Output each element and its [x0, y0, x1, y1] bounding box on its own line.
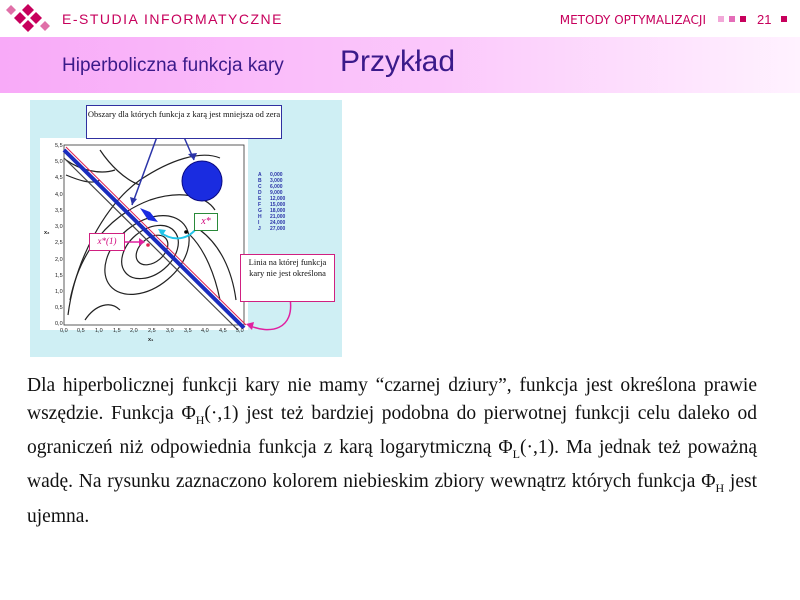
y-tick: 0,5 [55, 305, 63, 311]
callout-undefined-line: Linia na której funkcja kary nie jest określona [240, 254, 335, 302]
page-number: 21 [757, 12, 772, 27]
legend-row: E 12,000 [258, 196, 286, 202]
legend-row: H 21,000 [258, 214, 286, 220]
legend-row: C 6,000 [258, 184, 283, 190]
x-tick: 0,0 [60, 328, 68, 334]
y-tick: 4,5 [55, 175, 63, 181]
contour-legend [258, 172, 285, 232]
x-tick: 1,0 [95, 328, 103, 334]
legend-row: B 3,000 [258, 178, 283, 184]
y-tick: 2,0 [55, 257, 63, 263]
x-tick: 2,5 [148, 328, 156, 334]
y-tick: 4,0 [55, 192, 63, 198]
x-tick: 5,0 [236, 328, 244, 334]
y-tick: 1,5 [55, 273, 63, 279]
slide-title: Przykład [340, 45, 456, 78]
x-tick: 3,0 [166, 328, 174, 334]
brand-name: E-STUDIA INFORMATYCZNE [62, 11, 283, 27]
label-x-star-1: x*(1) [89, 233, 125, 251]
legend-row: I 24,000 [258, 220, 286, 226]
y-axis-label: x₂ [44, 230, 50, 236]
x-tick: 0,5 [77, 328, 85, 334]
x-tick: 1,5 [113, 328, 121, 334]
y-tick: 3,5 [55, 208, 63, 214]
slide-subtitle: Hiperboliczna funkcja kary [62, 55, 284, 76]
callout-negative-regions: Obszary dla których funkcja z karą jest mniejsza od zera [86, 105, 282, 139]
y-tick: 3,0 [55, 224, 63, 230]
legend-row: F 15,000 [258, 202, 286, 208]
label-x-star: x* [194, 213, 218, 231]
x-tick: 3,5 [184, 328, 192, 334]
legend-row: G 18,000 [258, 208, 286, 214]
legend-row: J 27,000 [258, 226, 286, 232]
section-title: METODY OPTYMALIZACJI [559, 13, 706, 27]
x-tick: 4,0 [201, 328, 209, 334]
y-tick: 5,0 [55, 159, 63, 165]
y-tick: 2,5 [55, 240, 63, 246]
y-tick: 1,0 [55, 289, 63, 295]
y-tick: 0,0 [55, 321, 63, 327]
x-tick: 4,5 [219, 328, 227, 334]
legend-row: D 9,000 [258, 190, 283, 196]
x-axis-label: x₁ [148, 337, 154, 343]
x-tick: 2,0 [130, 328, 138, 334]
legend-row: A 0,000 [258, 172, 283, 178]
body-paragraph: Dla hiperbolicznej funkcji kary nie mamy “czarnej dziury”, funkcja jest określona prawie wszędzie. Funkcja $\Phi_H(\cdot,1)$ jest też bardziej podobna do pierwotnej funkcji celu daleko od ograniczeń niż odpowiednia funkcja z karą logarytmiczną $\Phi_L(\cdot,1)$. Ma jednak też poważną wadę. Na rysunku zaznaczono kolorem niebieskim zbiory wewnątrz których funkcja $\Phi_H$ jest ujemna. [27, 375, 757, 527]
y-tick: 5,5 [55, 143, 63, 149]
